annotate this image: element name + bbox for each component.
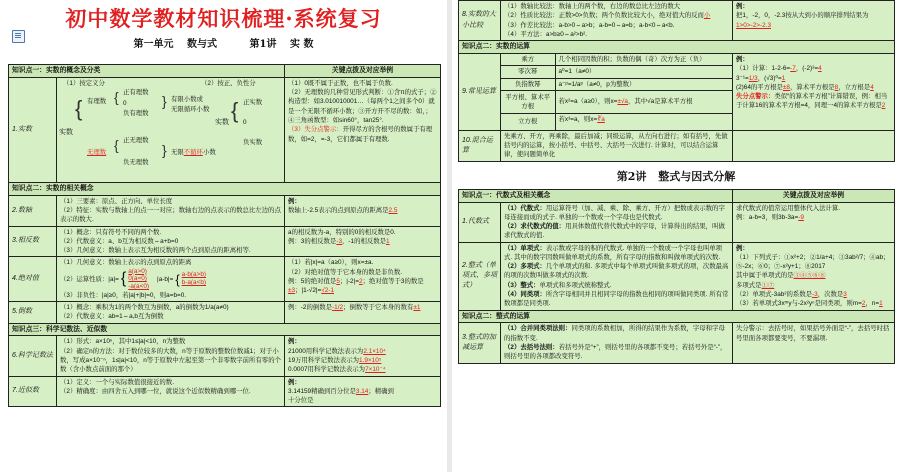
section-header-6: 知识点二：整式的运算 [459,310,895,323]
row-name-add-subtract: 3.整式的加减运算 [459,323,501,363]
real-number-root-2: 实数 [215,118,229,126]
finite-decimal: 有限小数或 [171,95,203,103]
lecture-2-title: 第2讲 整式与因式分解 [616,169,736,183]
left-page [0,0,447,472]
row-name-scientific: 6.科学记数法 [9,336,57,376]
section-header-2: 知识点二：实数的相关概念 [9,182,441,195]
add-subtract-content: （1）合并同类项法则：同类项的系数相加，所得的结果作为系数，字母和字母的指数不变. （2）去括号法则：若括号外是“+”，则括号里的各项都不变号；若括号外是“-”，则括号里的各项都改变符号. [501,323,733,363]
knowledge-table-2 [458,0,895,162]
row-name-mixed: 10.混合运算 [459,130,501,161]
row-name-number-line: 2.数轴 [9,195,57,226]
document-icon[interactable] [12,30,25,43]
row-name-real-number: 1.实数 [9,77,57,182]
polynomial-example: 例： （1）下列式子：①x²+2；②1/a+4；③3ab²/7；④ab；⑤-2x；⑥0；⑦-x²y+1；⑧2017 其中属于单项式的是③④⑤⑥⑧ 多项式是①⑦ （2）单项式-3ab²的系数是-3，次数是3 （3）若单项式3xᵐy与-2x²yⁿ是同类项，则m=2，n=1 [733,242,895,310]
absolute-content: （1）几何意义：数轴上表示的点到原点的距离 （2）运算性质：|a|= { a(a>0) 0(a=0) -a(a<0) |a-b|= { a-b(a>b) b-a(a<b) （3）非负性：|a|≥0，若|a|+|b|=0，则a=b=0. [57,257,285,302]
irrational-number: 无理数 [87,148,107,156]
positive-irrational: 正无理数 [123,136,149,144]
row-name-polynomial: 2.整式（单项式、多项式） [459,242,501,310]
classification-cell [57,77,285,182]
page-title: 初中数学教材知识梳理·系统复习 [65,6,382,31]
row-name-approximate: 7.近似数 [9,376,57,407]
by-definition-label: （1）按定义分 [63,79,105,87]
absolute-example: （1）若|x|=a（a≥0），则x=±a. （2）对绝对值等于它本身的数是非负数. 例：5的绝对值是5；|-2|=2；绝对值等于3的数是±3；|1-√2|=√2-1 [285,257,441,302]
page-subtitle [0,35,447,50]
negative-rational: 负有理数 [123,109,149,117]
classification-diagram: （1）按定义分 （2）按正、负性分 实数 { 有理数 { 正有理数 0 负有理数 } 有限小数或 无限循环小数 无理数 { 正无理数 负无理数 } 无限不循环小数 实数 { 正实数 0 负实数 [57,78,284,182]
unit-label: 第一单元 [133,39,174,50]
row-name-algebraic: 1.代数式 [459,202,501,242]
number-line-example: 例： 数轴上-2.5表示的点到原点的距离是2.5 [285,195,441,226]
number-line-content: （1）三要素：原点、正方向、单位长度 （2）特征：实数与数轴上的点一一对应；数轴右边的点表示的数总比左边的点表示的数大. [57,195,285,226]
row-name-opposite: 3.相反数 [9,226,57,257]
opposite-example: a的相反数为-a，特别的0的相反数是0. 例：3的相反数是-3，-1的相反数是1 [285,226,441,257]
key-points-header-2: 关键点拨及对应举例 [733,189,895,202]
positive-rational: 正有理数 [123,88,149,96]
key-points-header: 关键点拨及对应举例 [285,65,441,78]
polynomial-content: （1）单项式：表示数或字母的积的代数式. 单独的一个数或一个字母也叫单项式. 其中的数字因数叫做单项式的系数，所有字母的指数和叫做单项式的次数. （2）多项式：几个单项式的和. 多项式中每个单项式叫做多项式的项，次数最高的项的次数叫做多项式的次数. （3）整式：单项式和多项式统称整式. （4）同类项：所含字母相同并且相同字母的指数也相同的项叫做同类项. 所有常数项都是同类项. [501,242,733,310]
approximate-example: 例： 3.14159精确到百分位是3.14；精确到 十分位是 [285,376,441,407]
operations-table: 乘方 几个相同因数的积；负数的偶（奇）次方为正（负） 零次幂 a⁰=1（a≠0） 负指数幂 a⁻ᵖ=1/aᵖ（a≠0，p为整数） 平方根、算术平方根 若x²=a（a≥0），则x=±√a，其中√a是算术平方根 立方根 若x³=a，则x=∛a [501,54,732,130]
row-name-absolute: 4.绝对值 [9,257,57,302]
zero-label-2: 0 [243,118,247,126]
rational-number: 有理数 [87,97,107,105]
opposite-content: （1）概念：只有符号不同的两个数. （2）代数意义：a、b互为相反数⇔a+b=0 （3）几何意义：数轴上表示互为相反数的两个点到原点的距离相等. [57,226,285,257]
algebraic-content: （1）代数式：用运算符号（加、减、乘、除、乘方、开方）把数或表示数的字母连接而成的式子. 单独的一个数或一个字母也是代数式. （2）求代数式的值：用具体数值代替代数式中的字母，计算得出的结果，叫做求代数式的值. [501,202,733,242]
row-name-reciprocal: 5.倒数 [9,302,57,324]
non-repeating-decimal: 无限不循环小数 [171,148,216,156]
compare-example: 例： 把1，-2，0，-2.3按从大到小的顺序排列结果为1>0>-2>-2.3 [733,1,895,41]
scientific-content: （1）形式：a×10ⁿ，其中1≤|a|<10，n为整数 （2）确定n的方法：对于数位较多的大数，n等于原数的整数位数减1；对于小数，写成a×10⁻ⁿ，1≤|a|<10，n等于原数中左起至第一个非零数字前所有零的个数（含小数点前面的那个） [57,336,285,376]
section-header-1: 知识点一：实数的概念及分类 [9,65,285,78]
knowledge-table-3 [458,189,895,364]
real-number-root: 实数 [59,128,73,136]
approximate-content: （1）定义：一个与实际数值很接近的数. （2）精确度：由四舍五入到哪一位，就说这个近似数精确到哪一位. [57,376,285,407]
by-sign-label: （2）按正、负性分 [201,79,256,87]
add-subtract-example: 失分警示：去括号时，如果括号外面是“-”，去括号时括号里面各项都要变号，不要漏项. [733,323,895,363]
unit-topic: 数与式 [187,39,218,50]
lecture-label: 第1讲 [249,39,277,50]
knowledge-table-1 [8,64,441,407]
section-header-3: 知识点三：科学记数法、近似数 [9,323,441,336]
mixed-empty [733,130,895,161]
row-name-compare: 8.实数的大小比较 [459,1,501,41]
zero-label: 0 [123,99,127,107]
repeating-decimal: 无限循环小数 [171,105,210,113]
compare-content: （1）数轴比较法：数轴上的两个数，右边的数总比左边的数大 （2）性质比较法：正数>0>负数；两个负数比较大小，绝对值大的反而小 （3）作差比较法：a-b>0⇔a>b；a-b=0⇔a=b；a-b<0⇔a<b. （4）平方法：a>b≥0⇔a²>b². [501,1,733,41]
negative-real: 负实数 [243,138,263,146]
reciprocal-example: 例：-2的倒数是-1/2；倒数等于它本身的数有±1 [285,302,441,324]
key-points-real: （1）0既不属于正数，也不属于负数. （2）无理数的几种常见形式判断：①含π的式子；②构造型：如3.010010001…（每两个1之间多个0）就是一个无限不循环小数；③开方开不尽的数：如，；④三角函数型：如sin60°，tan25°. （3）失分点警示：开得尽方的含根号的数属于有理数，如=2，=-3，它们都属于有理数. [285,77,441,182]
right-page [452,0,900,472]
lecture-topic: 实 数 [289,39,314,50]
section-header-4: 知识点二：实数的运算 [459,41,895,54]
positive-real: 正实数 [243,98,263,106]
negative-irrational: 负无理数 [123,158,149,166]
operations-example: 例： （1）计算：1-2-6=-7，(-2)²=4 3⁻¹=1/3，(√3)⁰=1 (2)64的平方根是±8，算术平方根是8，立方根是4 失分点警示：类似“的算术平方根”计算错误，例：相当于计算16的算术平方根=4，同理一4的算术平方根是2 [733,53,895,130]
row-name-operations: 9.常见运算 [459,53,501,130]
algebraic-example: 求代数式的值常运用整体代入法计算. 例：a-b=3，则3b-3a=-9 [733,202,895,242]
scientific-example: 例： 21000用科学记数法表示为2.1×10⁴ 19万用科学记数法表示为1.9×10⁵ 0.0007用科学记数法表示为7×10⁻⁴ [285,336,441,376]
operations-cell [501,53,733,130]
reciprocal-content: （1）概念：乘积为1的两个数互为倒数，a的倒数为1/a(a≠0) （2）代数意义：ab=1⇔a,b互为倒数 [57,302,285,324]
mixed-content: 先乘方、开方，再乘除，最后加减；同级运算，从左向右进行；如有括号，先做括号内的运算，按小括号、中括号、大括号一次进行. 计算时，可以结合运算律，使问题简单化 [501,130,733,161]
section-header-5: 知识点一：代数式及相关概念 [459,189,733,202]
